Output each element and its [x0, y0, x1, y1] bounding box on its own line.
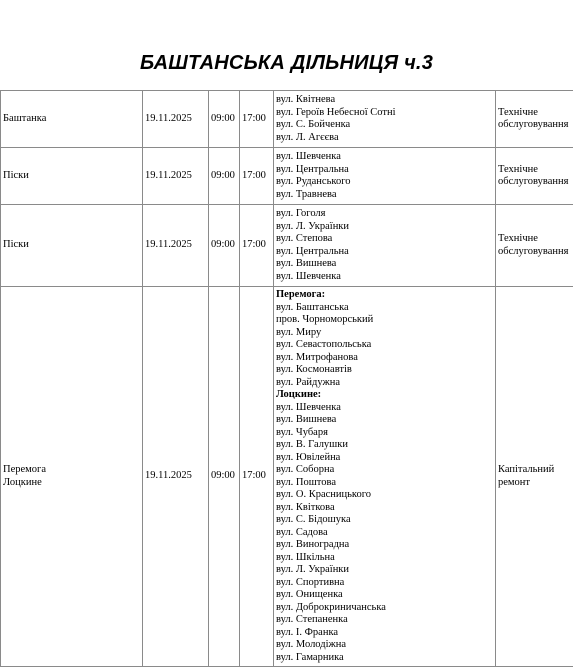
work-type-cell-line: Технічне [498, 163, 538, 175]
street-item: вул. Квіткова [276, 501, 335, 513]
street-item: вул. Героїв Небесної Сотні [276, 106, 396, 118]
street-item: вул. Виноградна [276, 539, 350, 550]
work-type-cell [496, 148, 573, 205]
village-heading-text: Перемога: [276, 289, 326, 300]
street-item: вул. І. Франка [276, 626, 339, 638]
streets-cell [274, 91, 496, 148]
date-cell: 19.11.2025 [143, 287, 209, 667]
street-item: вул. Л. Українки [276, 564, 350, 575]
place-cell [1, 205, 143, 287]
street-item: вул. В. Галушки [276, 439, 348, 450]
start-time-cell: 09:00 [209, 205, 240, 287]
street-item: вул. Райдужна [276, 376, 340, 388]
work-type-cell-line: обслуговування [498, 176, 569, 187]
start-time-cell: 09:00 [209, 148, 240, 205]
street-item: вул. Степаненка [276, 614, 348, 625]
work-type-cell [496, 91, 573, 148]
street-item: вул. Доброкриничанська [276, 601, 386, 613]
place-cell-line: Баштанка [3, 112, 47, 124]
village-heading-text: Лоцкине: [276, 389, 322, 400]
end-time-cell: 17:00 [240, 287, 274, 667]
street-item: вул. Шевченка [276, 401, 341, 413]
work-type-cell-line: Технічне [498, 106, 538, 118]
street-item: вул. Центральна [276, 163, 349, 175]
date-cell: 19.11.2025 [143, 148, 209, 205]
place-cell-line: Перемога [3, 464, 47, 475]
place-cell-line: Лоцкине [3, 476, 42, 488]
streets-cell [274, 148, 496, 205]
street-item: вул. Вишнева [276, 258, 337, 269]
street-item: вул. Шевченка [276, 151, 341, 162]
village-heading [276, 389, 493, 402]
street-item: вул. Шкільна [276, 551, 335, 563]
street-item: вул. С. Бойченка [276, 119, 351, 130]
streets-cell [274, 205, 496, 287]
page-title: БАШТАНСЬКА ДІЛЬНИЦЯ ч.3 [139, 52, 434, 74]
street-item: вул. Ювілейна [276, 451, 341, 463]
place-cell-line: Піски [3, 239, 29, 251]
work-type-cell-line: обслуговування [498, 245, 569, 257]
street-item: вул. Гамарника [276, 651, 344, 663]
streets-cell [274, 287, 496, 667]
street-item: вул. Травнева [276, 188, 337, 200]
start-time-cell: 09:00 [209, 287, 240, 667]
street-item: вул. Руданського [276, 176, 351, 187]
street-item: вул. Космонавтів [276, 364, 352, 375]
street-item: вул. Севастопольська [276, 339, 372, 350]
street-item: вул. Шевченка [276, 270, 341, 282]
street-item: вул. Садова [276, 526, 328, 538]
street-item: вул. О. Красницького [276, 489, 372, 500]
street-item: вул. Чубаря [276, 426, 328, 438]
street-item: вул. С. Бідошука [276, 514, 351, 525]
work-type-cell-line: Технічне [498, 233, 538, 244]
date-cell: 19.11.2025 [143, 91, 209, 148]
end-time-cell: 17:00 [240, 148, 274, 205]
street-item: вул. Степова [276, 233, 333, 244]
table-row [1, 91, 573, 148]
street-item: вул. Вишнева [276, 414, 337, 425]
work-type-cell-line: ремонт [498, 476, 531, 488]
table-body [1, 91, 573, 667]
date-cell: 19.11.2025 [143, 205, 209, 287]
work-type-cell [496, 205, 573, 287]
street-item: вул. Молодіжна [276, 639, 347, 650]
street-item: вул. Соборна [276, 464, 335, 475]
place-cell-line: Піски [3, 169, 29, 181]
outage-schedule-table [0, 90, 573, 667]
end-time-cell: 17:00 [240, 91, 274, 148]
place-cell [1, 287, 143, 667]
street-item: вул. Квітнева [276, 94, 336, 105]
street-item: вул. Онищенка [276, 589, 343, 600]
end-time-cell: 17:00 [240, 205, 274, 287]
place-cell [1, 148, 143, 205]
street-item: вул. Центральна [276, 245, 349, 257]
street-item: вул. Баштанська [276, 301, 349, 313]
street-item: вул. Спортивна [276, 576, 345, 588]
table-row [1, 205, 573, 287]
street-item: пров. Чорноморський [276, 314, 374, 325]
work-type-cell-line: Капітальний [498, 464, 555, 475]
street-item: вул. Л. Агєєва [276, 131, 339, 143]
start-time-cell: 09:00 [209, 91, 240, 148]
place-cell [1, 91, 143, 148]
street-item: вул. Поштова [276, 476, 336, 488]
street-item: вул. Митрофанова [276, 351, 358, 363]
street-item: вул. Гоголя [276, 208, 326, 219]
table-row [1, 148, 573, 205]
work-type-cell [496, 287, 573, 667]
village-heading [276, 289, 493, 302]
street-item: вул. Миру [276, 326, 322, 338]
table-row [1, 287, 573, 667]
street-item: вул. Л. Українки [276, 220, 350, 232]
work-type-cell-line: обслуговування [498, 119, 569, 130]
